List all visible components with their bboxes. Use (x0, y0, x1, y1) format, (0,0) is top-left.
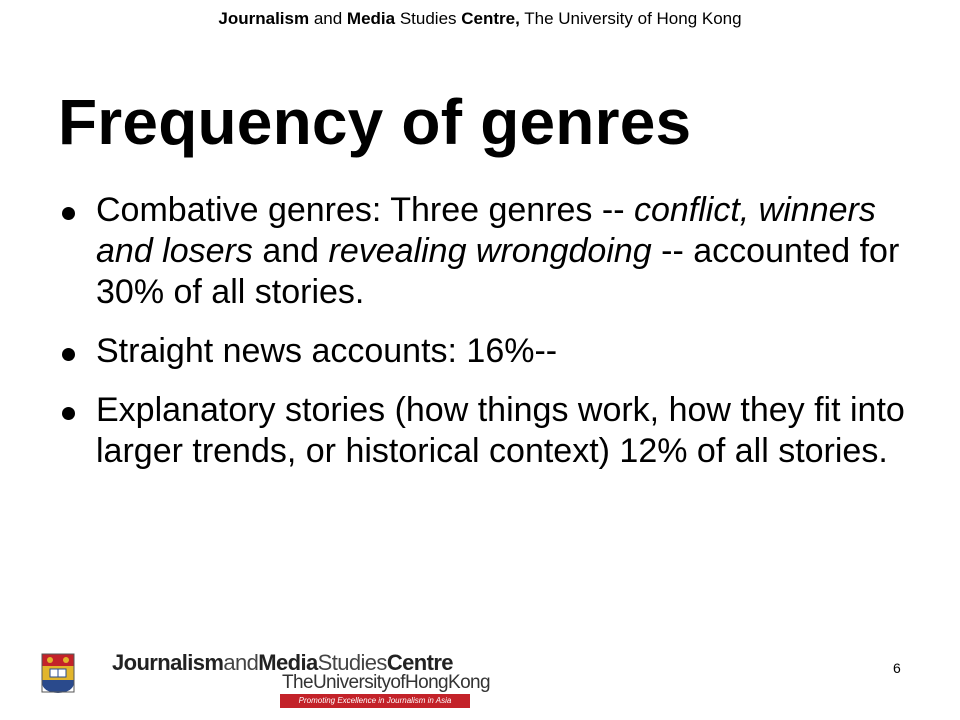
bullet-item (60, 331, 920, 372)
bullet-text: conflict, winners and losers (96, 191, 876, 270)
logo-word-media: Media (258, 650, 318, 675)
bullet-list (60, 190, 920, 490)
bullet-item (60, 390, 920, 472)
slide-header (0, 8, 960, 30)
slide-title: Frequency of genres (58, 86, 692, 158)
bullet-dot-icon (62, 207, 75, 220)
page-number: 6 (893, 660, 901, 676)
bullet-text: Explanatory stories (how things work, how they fit into larger trends, or historical context) 12% of all stories. (96, 391, 905, 470)
hku-crest-icon (40, 652, 76, 694)
logo-word-journalism: Journalism (112, 650, 224, 675)
logo-word-and: and (223, 650, 259, 675)
header-journalism: Journalism (218, 9, 310, 28)
header-centre: Centre, (461, 9, 520, 28)
bullet-text: -- accounted for 30% of all stories. (96, 232, 900, 311)
header-media: Media (346, 9, 396, 28)
jmsc-logo (112, 650, 490, 708)
bullet-text: Combative genres: Three genres -- (96, 191, 634, 229)
header-university: The University of Hong Kong (519, 9, 742, 28)
bullet-text: and (252, 232, 329, 270)
header-and: and (309, 9, 347, 28)
logo-word-studies: Studies (317, 650, 387, 675)
bullet-dot-icon (62, 348, 75, 361)
logo-tagline: Promoting Excellence in Journalism in Asia (280, 694, 470, 708)
bullet-text: Straight news accounts: 16%-- (96, 332, 558, 370)
header-studies: Studies (395, 9, 462, 28)
bullet-text: revealing wrongdoing (328, 232, 652, 270)
logo-line2: TheUniversityofHongKong (282, 672, 490, 693)
bullet-item (60, 190, 920, 313)
bullet-dot-icon (62, 407, 75, 420)
logo-word-centre: Centre (386, 650, 453, 675)
